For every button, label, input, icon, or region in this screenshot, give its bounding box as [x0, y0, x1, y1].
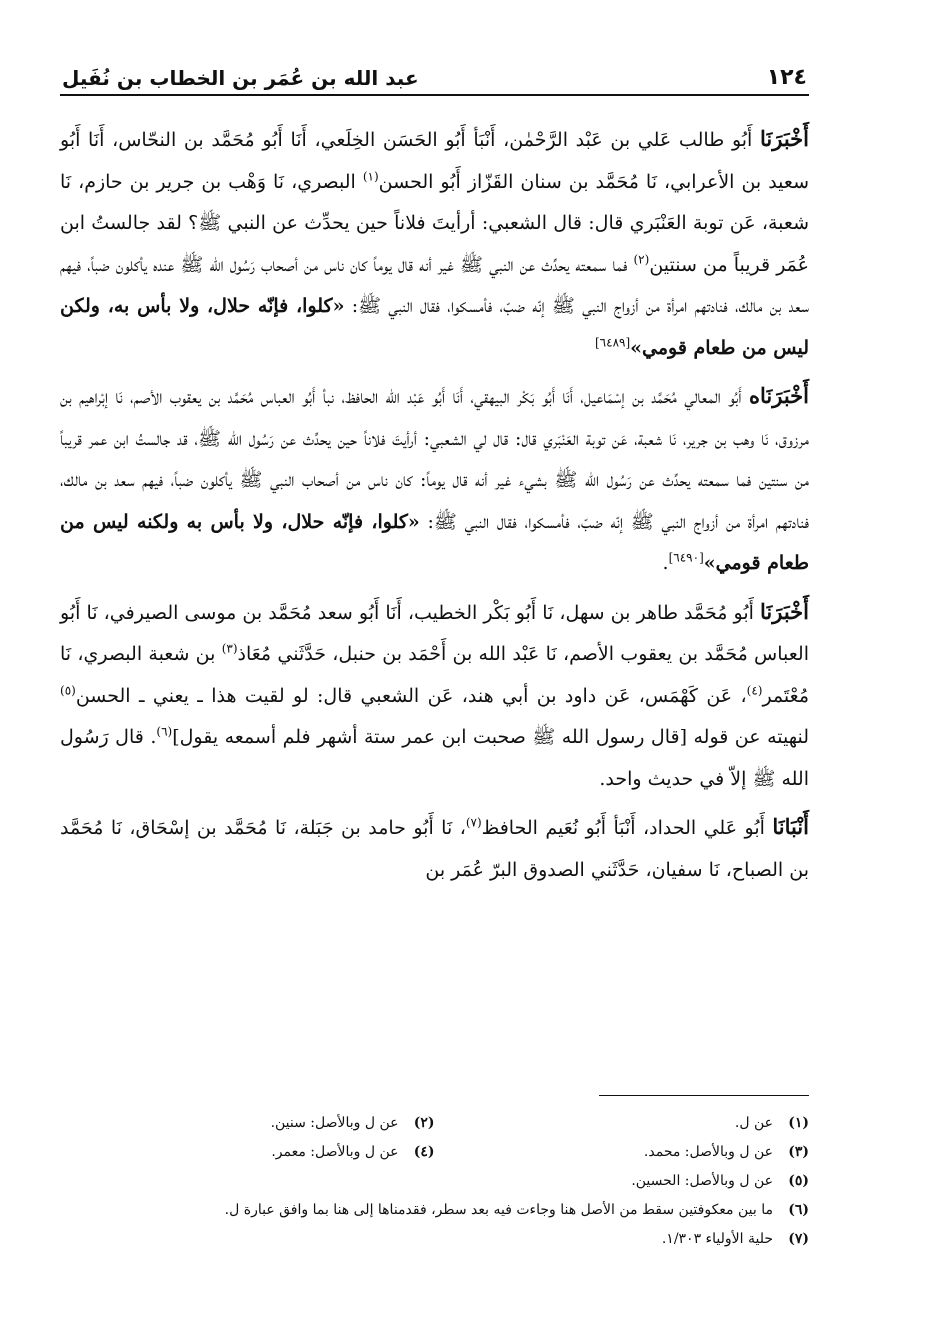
paragraph-text: ، عَن كَهْمَس، عَن داود بن أبي هند، عَن الشعبي قال: لو لقيت هذا ـ يعني ـ الحسن — [75, 684, 747, 707]
footnote-text: عن ل وبالأصل: سنين. — [270, 1114, 399, 1131]
paragraph-text: لنهيته عن قوله [قال رسول الله ﷺ صحبت ابن عمر ستة أشهر فلم أسمعه يقول] — [172, 726, 810, 748]
footnote-text: ما بين معكوفتين سقط من الأصل هنا وجاءت فيه بعد سطر، فقدمناها إلى هنا بما وافق عبارة ل. — [224, 1201, 773, 1218]
hadith-paragraph-2 — [60, 375, 809, 585]
footnote-row — [60, 1224, 809, 1253]
page-number: ١٢٤ — [766, 65, 807, 90]
paragraph-text: فما سمعته يحدِّث عن النبي ﷺ غير أنه قال يوماً كان ناس من أصحاب رَسُول الله ﷺ عنده يأكلون ضباً، فيهم سعد بن مالك، فنادتهم امرأة من أزواج النبي ﷺ إنّه ضبّ، فأمسكوا، فقال النبي ﷺ: — [60, 253, 809, 317]
paragraph-text: أَبُو مُحَمَّد طاهر بن سهل، نَا أَبُو بَكْر الخطيب، أَنَا أَبُو سعد مُحَمَّد بن موسى الصيرفي، نَا أَبُو العباس مُحَمَّد بن يعقوب الأصم، نَا عَبْد الله بن أَحْمَد بن حنبل، حَدَّثَني مُعَاذ — [60, 601, 809, 665]
footnote-number: (٦) — [788, 1201, 809, 1218]
footnote-row — [60, 1108, 809, 1137]
footnote-text: عن ل وبالأصل: معمر. — [271, 1143, 399, 1160]
hadith-number: [٦٤٨٩] — [594, 335, 631, 350]
footnote-row — [60, 1195, 809, 1224]
footnote-4 — [60, 1144, 435, 1160]
footnote-7 — [60, 1231, 809, 1247]
footnote-ref-5[interactable]: (٥) — [60, 683, 76, 698]
paragraph-text: أَبُو عَلي الحداد، أَنْبَأ أَبُو نُعَيم الحافظ — [481, 817, 773, 839]
paragraph-text: بن شعبة البصري، نَا مُعْتَمر — [60, 643, 809, 707]
footnote-ref-2[interactable]: (٢) — [633, 252, 650, 267]
page-header — [60, 48, 809, 96]
paragraph-tail: . — [662, 552, 669, 574]
footnote-number: (٥) — [788, 1172, 809, 1189]
paragraph-lead-word: أَخْبَرَنَا — [760, 598, 809, 624]
footnote-number: (٢) — [413, 1114, 435, 1131]
paragraph-text: . قال رَسُول الله ﷺ إلاّ في حديث واحد. — [60, 726, 809, 790]
footnote-5 — [60, 1173, 809, 1189]
footnote-text: حلية الأولياء ١/٣٠٣. — [661, 1230, 773, 1247]
footnote-6 — [60, 1202, 809, 1218]
footnote-row — [60, 1137, 809, 1166]
prophetic-quote: «كلوا، فإنّه حلال، ولا بأس به ولكنه ليس من طعام قومي» — [60, 510, 809, 574]
footnote-2 — [60, 1115, 435, 1131]
footnote-text: عن ل. — [734, 1114, 773, 1131]
paragraph-lead-word: أَنْبَانَا — [772, 814, 809, 839]
running-title: عبد الله بن عُمَر بن الخطاب بن نُفَيل — [62, 66, 419, 90]
footnote-ref-1[interactable]: (١) — [362, 169, 379, 184]
footnote-separator — [599, 1095, 809, 1096]
footnote-ref-4[interactable]: (٤) — [746, 683, 763, 698]
footnote-ref-6[interactable]: (٦) — [156, 724, 173, 739]
main-text — [60, 118, 809, 897]
footnote-number: (٣) — [788, 1143, 809, 1160]
footnote-text: عن ل وبالأصل: محمد. — [643, 1143, 773, 1160]
footnote-number: (٧) — [788, 1230, 809, 1247]
footnote-3 — [435, 1144, 810, 1160]
hadith-number: [٦٤٩٠] — [668, 550, 704, 565]
prophetic-quote: «كلوا، فإنّه حلال، ولا بأس به، ولكن ليس من طعام قومي» — [60, 295, 809, 359]
paragraph-text: أَبُو المعالي مُحَمَّد بن إسْمَاعيل، أَنَا أَبُو بَكْر البيهقي، أَنَا أَبُو عَبْد الله الحافظ، نبأ أَبُو العباس مُحَمَّد بن يعقوب الأصم، نَا إبْراهيم بن مرزوق، نَا وهب بن جرير، نَا شعبة، عَن توبة العَنْبَري قال: قال لي الشعبي: أرأيتَ فلاناً حين يحدِّث عن رَسُول الله ﷺ، قد جالستُ ابن عمر قريباً من سنتين فما سمعته يحدِّث عن رَسُول الله ﷺ بشيء غير أنه قال يوماً: كان ناس من أصحاب النبي ﷺ يأكلون ضباً، فيهم سعد بن مالك، فنادتهم امرأة من أزواج النبي ﷺ إنّه ضبّ، فأمسكوا، فقال النبي ﷺ: — [60, 386, 809, 533]
footnote-ref-3[interactable]: (٣) — [221, 641, 238, 656]
paragraph-text: البصري، نَا وَهْب بن جرير بن حازم، نَا شعبة، عَن توبة العَنْبَري قال: قال الشعبي: أرأيتَ فلاناً حين يحدِّث عن النبي ﷺ؟ لقد جالستُ ابن عُمَر قريباً من سنتين — [60, 170, 809, 276]
paragraph-text: أَبُو طالب عَلي بن عَبْد الرَّحْمٰن، أَنْبَأ أَبُو الحَسَن الخِلَعي، أَنَا أَبُو مُحَمَّد بن النحّاس، أَنَا أَبُو سعيد بن الأعرابي، نَا مُحَمَّد بن سنان القَزّاز أَبُو الحسن — [60, 129, 809, 193]
footnote-row — [60, 1166, 809, 1195]
footnote-ref-7[interactable]: (٧) — [465, 815, 482, 830]
hadith-paragraph-1 — [60, 118, 809, 369]
paragraph-lead-word: أَخْبَرَنَا — [760, 126, 809, 151]
book-page — [60, 0, 809, 1335]
hadith-paragraph-3 — [60, 591, 809, 801]
paragraph-lead-word: أَخْبَرَنَاه — [749, 383, 809, 408]
footnote-number: (١) — [788, 1114, 809, 1131]
footnote-1 — [435, 1115, 810, 1131]
footnote-number: (٤) — [413, 1143, 435, 1160]
paragraph-text: ، نَا أَبُو حامد بن جَبَلة، نَا مُحَمَّد بن إسْحَاق، نَا مُحَمَّد بن الصباح، نَا سفيان، حَدَّثَني الصدوق البرّ عُمَر بن — [60, 817, 809, 881]
footnotes — [60, 1108, 809, 1253]
footnote-text: عن ل وبالأصل: الحسين. — [631, 1172, 773, 1189]
hadith-paragraph-4 — [60, 806, 809, 891]
